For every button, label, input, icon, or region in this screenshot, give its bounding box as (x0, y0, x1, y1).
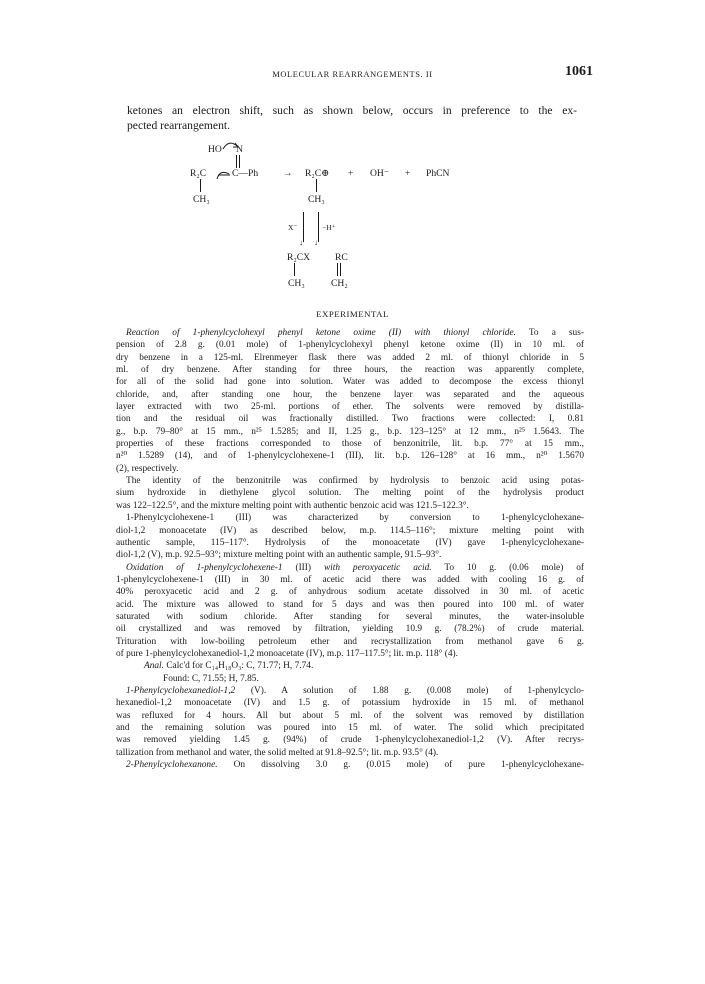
text-line: Anal. Calc'd for C₁₄H₁₈O₃: C, 71.77; H, 7.74. (144, 661, 314, 672)
running-title: MOLECULAR REARRANGEMENTS. II (272, 70, 433, 79)
text-line: dry benzene in a 125-ml. Elrenmeyer flask there was added 2 ml. of thionyl chloride in 5 (116, 352, 584, 363)
down-arrow-icon: ↓ (314, 238, 318, 247)
scheme-r2c-cation: R₂C⊕ (305, 168, 330, 179)
scheme-ho: HO (208, 144, 222, 155)
intro-line: pected rearrangement. (127, 119, 230, 132)
scheme-phcn: PhCN (426, 168, 450, 179)
text-line: 1-phenylcyclohexene-1 (III) in 30 ml. of acetic acid there was added with cooling 16 g. of (116, 574, 584, 585)
scheme-minus-h: −H⁺ (322, 223, 336, 232)
text-line: sium hydroxide in diethylene glycol solution. The melting point of the hydrolysis product (116, 488, 584, 499)
scheme-r2c: R₂C (190, 168, 207, 179)
text-line: hexanediol-1,2 monoacetate (IV) and 1.5 g. of potassium hydroxide in 15 ml. of methanol (116, 698, 584, 709)
text-line: 2-Phenylcyclohexanone. On dissolving 3.0 g. (0.015 mole) of pure 1-phenylcyclohexane- (126, 760, 584, 771)
text-line: 1-Phenylcyclohexanediol-1,2 (V). A solution of 1.88 g. (0.008 mole) of 1-phenylcyclo- (126, 685, 584, 696)
text-line: acid. The mixture was allowed to stand for 5 days and was then poured into 100 ml. of water (116, 599, 584, 610)
section-heading: EXPERIMENTAL (316, 309, 389, 319)
scheme-ch3-b: CH₃ (308, 194, 325, 205)
text-line: and the remaining solution was poured into 15 ml. of water. The solid which precipitated (116, 723, 584, 733)
text-line: (2), respectively. (116, 463, 179, 474)
scheme-hydroxide: OH⁻ (370, 168, 389, 179)
text-line: Reaction of 1-phenylcyclohexyl phenyl ketone oxime (II) with thionyl chloride. To a sus- (126, 328, 584, 338)
text-line: for all of the solid had gone into solution. Water was added to decompose the excess thionyl (116, 377, 584, 388)
intro-line: ketones an electron shift, such as shown below, occurs in preference to the ex- (127, 104, 577, 117)
text-line: oil crystallized and was removed by filtration, yielding 10.9 g. (78.2%) of crude material. (116, 624, 584, 635)
text-line: The identity of the benzonitrile was confirmed by hydrolysis to benzoic acid using potas- (126, 476, 584, 487)
text-line: pension of 2.8 g. (0.01 mole) of 1-phenylcyclohexyl phenyl ketone oxime (II) in 10 ml. of (116, 340, 584, 351)
text-line: authentic sample, 115–117°. Hydrolysis of the monoacetate (IV) gave 1-phenylcyclohexane- (116, 537, 584, 548)
text-line: was refluxed for 4 hours. All but about 5 ml. of the solvent was removed by distillation (116, 710, 584, 721)
scheme-arrow: → (283, 168, 293, 179)
scheme-ch3-c: CH₃ (288, 278, 305, 289)
text-line: layer extracted with two 25-ml. portions of ether. The solvents were removed by distilla- (116, 402, 584, 413)
text-line: g., b.p. 79–80° at 15 mm., n²⁵ 1.5285; and II, 1.25 g., b.p. 123–125° at 12 mm., n²⁵ 1.5643. The (116, 426, 584, 437)
scheme-ch2: CH₂ (331, 278, 348, 289)
text-line: tallization from methanol and water, the solid melted at 91.8–92.5°; lit. m.p. 93.5° (4). (116, 747, 439, 758)
text-line: was removed yielding 1.45 g. (94%) of crude 1-phenylcyclohexanediol-1,2 (V). After recrys- (116, 735, 584, 746)
text-line: Trituration with low-boiling petroleum ether and recrystallization from methanol gave 6 g. (116, 636, 584, 647)
text-line: properties of these fractions corresponded to those of benzonitrile, lit. b.p. 77° at 15 mm., (116, 439, 584, 450)
scheme-r2cx: R₂CX (287, 252, 311, 263)
scheme-n: N (236, 144, 243, 155)
text-line: diol-1,2 (V), m.p. 92.5–93°; mixture melting point with an authentic sample, 91.5–93°. (116, 550, 442, 561)
text-line: of pure 1-phenylcyclohexanediol-1,2 monoacetate (IV), m.p. 117–117.5°; lit. m.p. 118° (4). (116, 648, 458, 659)
intro-paragraph (127, 103, 577, 133)
page-number: 1061 (565, 64, 593, 79)
down-arrow-icon: ↓ (299, 238, 303, 247)
text-line: tion and the residual oil was fractionally distilled. Two fractions were collected: I, 0.81 (116, 414, 584, 425)
text-line: Found: C, 71.55; H, 7.85. (163, 673, 259, 684)
reaction-scheme (190, 144, 490, 294)
scheme-x-minus: X⁻ (288, 223, 298, 232)
scheme-plus: + (405, 168, 411, 179)
scheme-c-ph: C—Ph (232, 168, 259, 179)
scheme-rc: RC (335, 252, 348, 263)
scheme-plus: + (348, 168, 354, 179)
text-line: 40% peroxyacetic acid and 2 g. of anhydrous sodium acetate dissolved in 30 ml. of acetic (116, 587, 584, 598)
experimental-text (116, 327, 584, 771)
text-line: n²⁰ 1.5289 (14), and of 1-phenylcyclohexene-1 (III), lit. b.p. 126–128° at 16 mm., n²⁰ 1.5670 (116, 451, 584, 462)
text-line: was 122–122.5°, and the mixture melting point with authentic benzoic acid was 121.5–122.3°. (116, 500, 469, 511)
text-line: Oxidation of 1-phenylcyclohexene-1 (III) with peroxyacetic acid. To 10 g. (0.06 mole) of (126, 562, 584, 573)
text-line: saturated with sodium chloride. After standing for several minutes, the water-insoluble (116, 611, 584, 622)
text-line: ml. of dry benzene. After standing for three hours, the reaction was apparently complete, (116, 365, 584, 376)
text-line: diol-1,2 monoacetate (IV) as described below, m.p. 114.5–116°; mixture melting point with (116, 525, 584, 536)
text-line: chloride, and, after standing one hour, the benzene layer was separated and the aqueous (116, 389, 584, 400)
text-line: 1-Phenylcyclohexene-1 (III) was characterized by conversion to 1-phenylcyclohexane- (126, 513, 584, 524)
scheme-ch3-a: CH₃ (193, 194, 210, 205)
